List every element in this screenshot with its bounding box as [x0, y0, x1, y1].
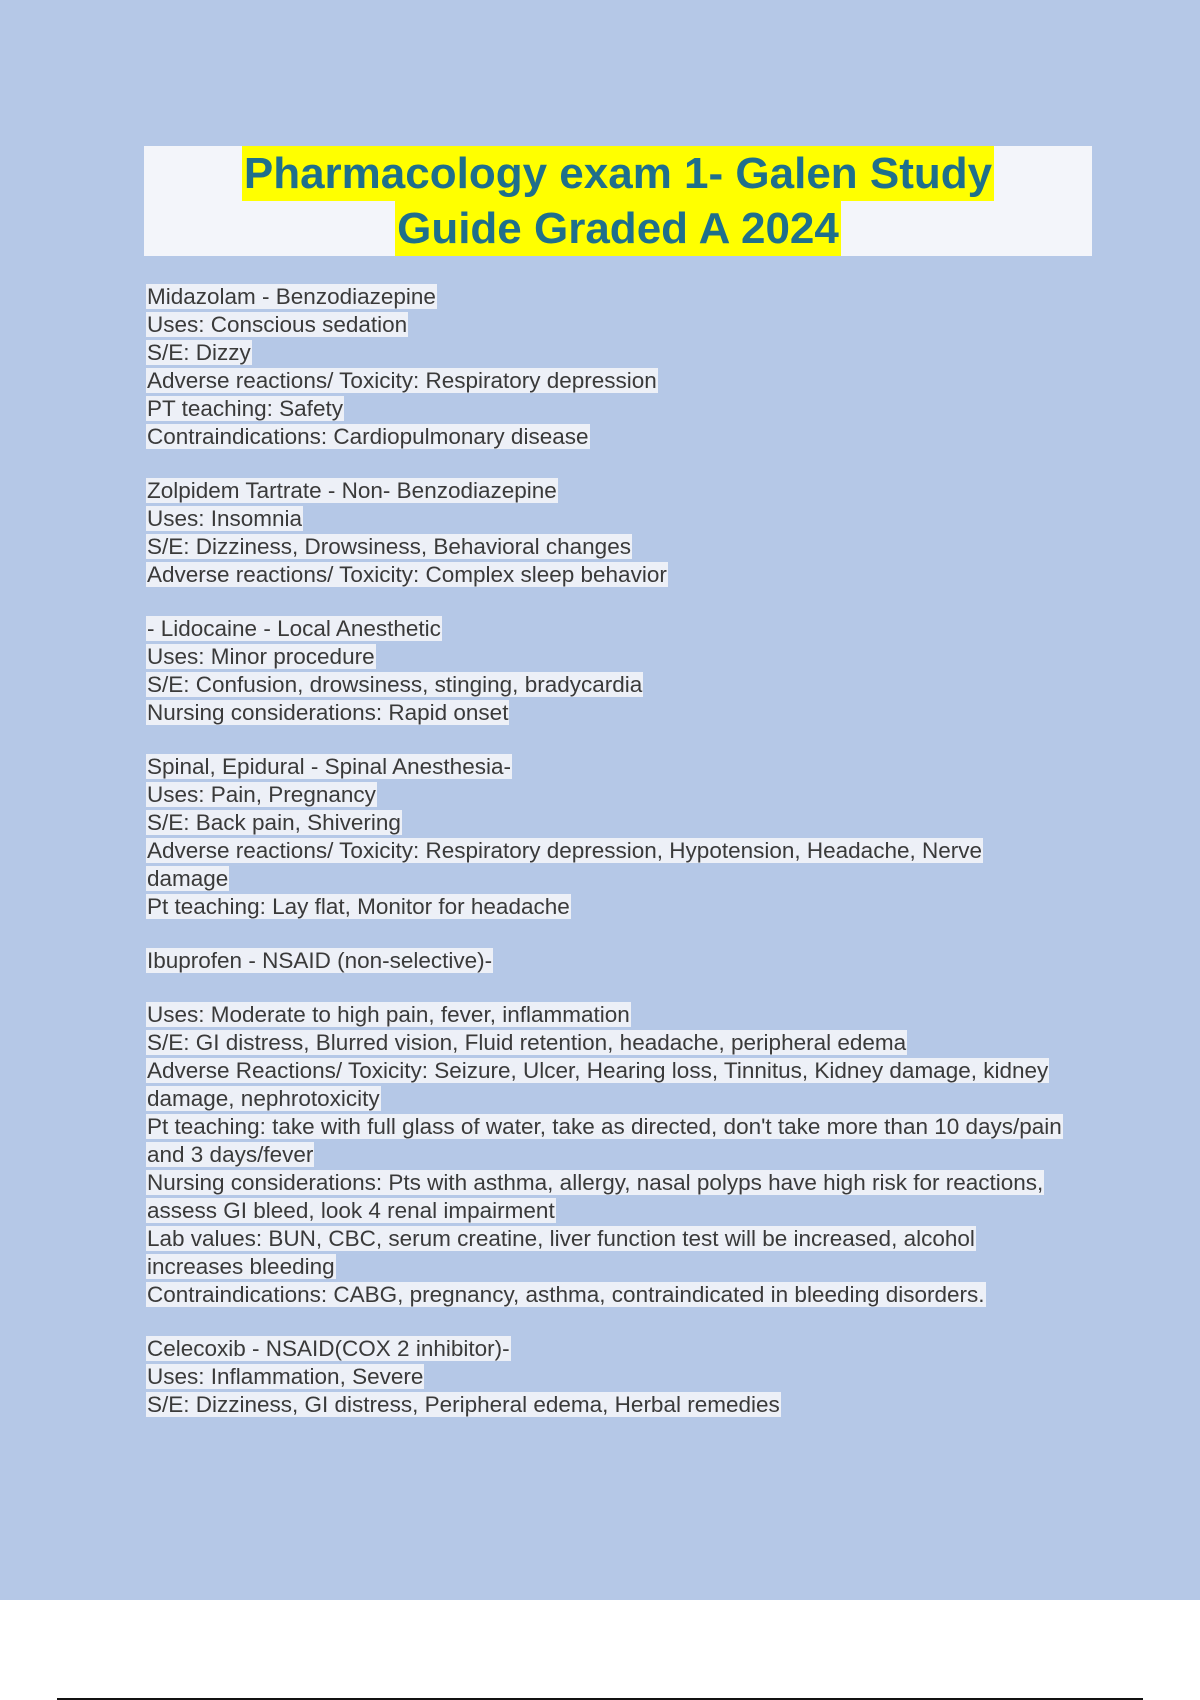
drug-lab-values: Lab values: BUN, CBC, serum creatine, liver function test will be increased, alcohol increases bleeding [147, 1226, 975, 1279]
drug-pt-teaching: Pt teaching: Lay flat, Monitor for headache [147, 894, 570, 919]
drug-side-effects: S/E: Back pain, Shivering [147, 810, 401, 835]
title-box [144, 146, 1092, 256]
drug-adverse-reactions: Adverse reactions/ Toxicity: Respiratory depression, Hypotension, Headache, Nerve damage [147, 838, 982, 891]
drug-section-ibuprofen-details [146, 1001, 1066, 1309]
drug-side-effects: S/E: Dizziness, Drowsiness, Behavioral changes [147, 534, 631, 559]
drug-side-effects: S/E: Confusion, drowsiness, stinging, bradycardia [147, 672, 643, 697]
drug-uses: Uses: Pain, Pregnancy [147, 782, 376, 807]
drug-heading: Celecoxib - NSAID(COX 2 inhibitor)- [147, 1336, 510, 1361]
drug-heading: Spinal, Epidural - Spinal Anesthesia- [147, 754, 511, 779]
drug-nursing-considerations: Nursing considerations: Rapid onset [147, 700, 509, 725]
drug-contraindications: Contraindications: CABG, pregnancy, asthma, contraindicated in bleeding disorders. [147, 1282, 985, 1307]
drug-uses: Uses: Insomnia [147, 506, 303, 531]
document-body [146, 283, 1066, 1445]
drug-heading: Midazolam - Benzodiazepine [147, 284, 436, 309]
drug-nursing-considerations: Nursing considerations: Pts with asthma, allergy, nasal polyps have high risk for reactions, assess GI bleed, look 4 renal impairment [147, 1170, 1044, 1223]
drug-heading: Ibuprofen - NSAID (non-selective)- [147, 948, 493, 973]
drug-side-effects: S/E: Dizzy [147, 340, 251, 365]
drug-section-midazolam [146, 283, 1066, 451]
drug-heading: Zolpidem Tartrate - Non- Benzodiazepine [147, 478, 557, 503]
drug-uses: Uses: Conscious sedation [147, 312, 408, 337]
drug-uses: Uses: Inflammation, Severe [147, 1364, 424, 1389]
drug-section-zolpidem [146, 477, 1066, 589]
drug-section-lidocaine [146, 615, 1066, 727]
drug-adverse-reactions: Adverse Reactions/ Toxicity: Seizure, Ulcer, Hearing loss, Tinnitus, Kidney damage, kidney damage, nephrotoxicity [147, 1058, 1049, 1111]
drug-contraindications: Contraindications: Cardiopulmonary disease [147, 424, 589, 449]
drug-adverse-reactions: Adverse reactions/ Toxicity: Respiratory depression [147, 368, 657, 393]
drug-heading: - Lidocaine - Local Anesthetic [147, 616, 441, 641]
drug-uses: Uses: Minor procedure [147, 644, 375, 669]
drug-section-celecoxib [146, 1335, 1066, 1419]
drug-section-spinal-epidural [146, 753, 1066, 921]
drug-adverse-reactions: Adverse reactions/ Toxicity: Complex sleep behavior [147, 562, 667, 587]
document-title-line-1: Pharmacology exam 1- Galen Study [242, 146, 994, 201]
drug-side-effects: S/E: Dizziness, GI distress, Peripheral edema, Herbal remedies [147, 1392, 780, 1417]
drug-side-effects: S/E: GI distress, Blurred vision, Fluid retention, headache, peripheral edema [147, 1030, 907, 1055]
document-title-line-2: Guide Graded A 2024 [395, 201, 841, 256]
drug-pt-teaching: Pt teaching: take with full glass of water, take as directed, don't take more than 10 days/pain and 3 days/fever [147, 1114, 1062, 1167]
drug-pt-teaching: PT teaching: Safety [147, 396, 343, 421]
drug-section-ibuprofen-heading [146, 947, 1066, 975]
drug-uses: Uses: Moderate to high pain, fever, inflammation [147, 1002, 630, 1027]
